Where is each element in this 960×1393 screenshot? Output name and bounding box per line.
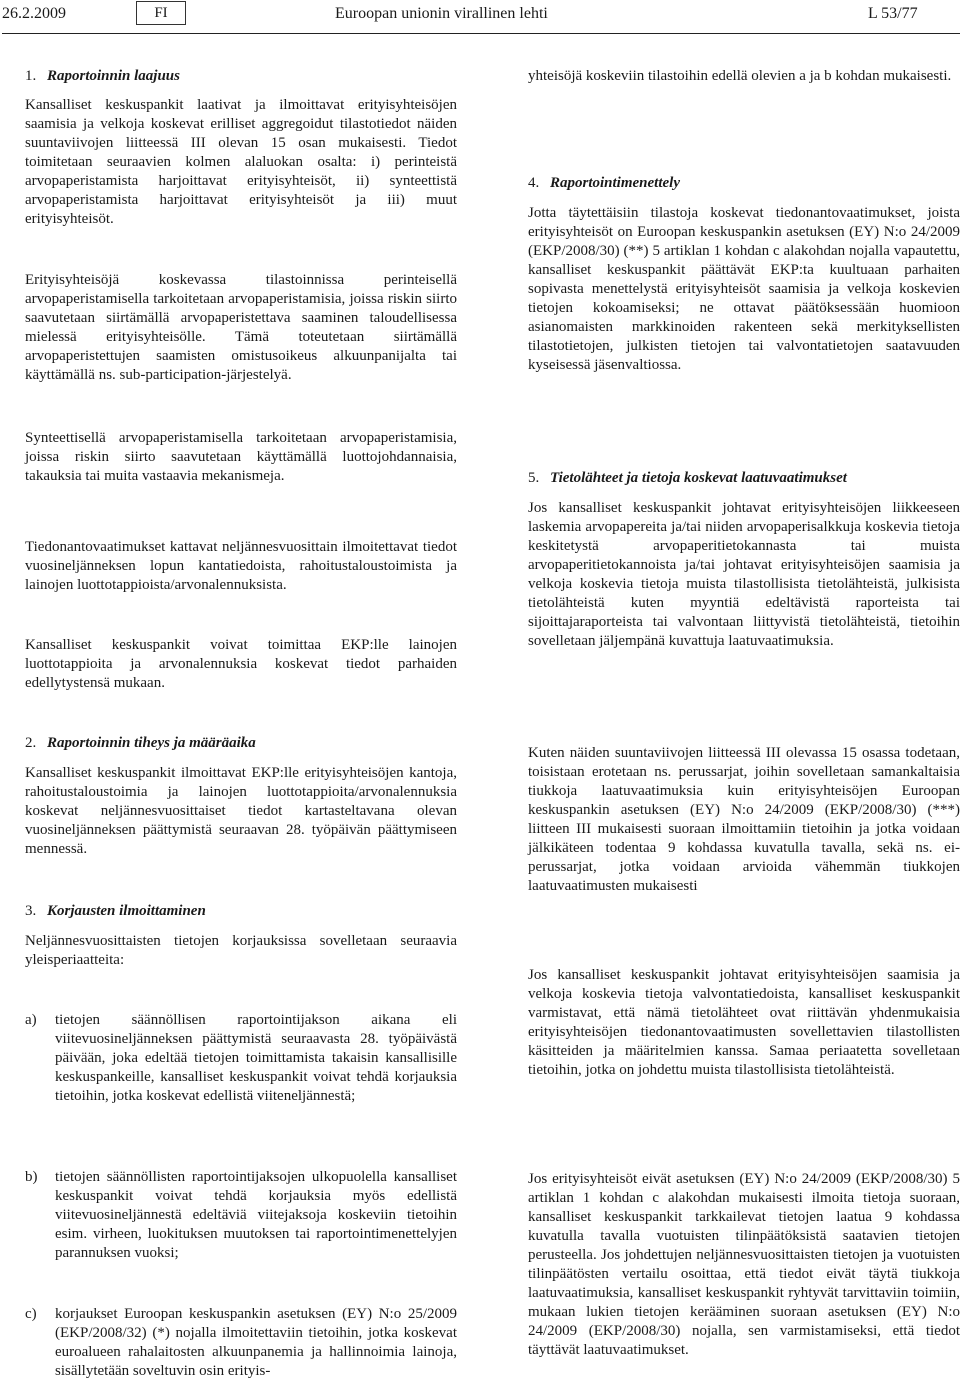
section-heading bbox=[25, 902, 457, 921]
paragraph: yhteisöjä koskeviin tilastoihin edellä olevien a ja b kohdan mukaisesti. bbox=[528, 68, 952, 84]
paragraph: Jos erityisyhteisöt eivät asetuksen (EY) N:o 24/2009 (EKP/2008/30) 5 artiklan 1 kohdan c alakohdan mukaisesti ilmoita tietoja suoraan, kansalliset keskuspankit tarkkailevat tietojen laatua 9 kohdassa kuvatulla tavalla vuotuisten tilinpäätöksistä saatavien tietojen perusteella. Jos johdettujen neljännesvuosittaisten tietojen ja vuotuisten tilinpäätösten vertailu osoittaa, että tiedot eivät täytä tiukkoja laatuvaatimuksia, kansalliset keskuspankit ryhtyvät tarvittaviin toimiin, mukaan lukien tietojen kerääminen suoraan asetuksen (EY) N:o 24/2009 (EKP/2008/30) nojalla, sen varmistamiseksi, että tiedot täyttävät laatuvaatimukset. bbox=[528, 1171, 960, 1358]
language-badge: FI bbox=[136, 1, 186, 25]
list-item bbox=[25, 1011, 457, 1106]
header-rule bbox=[2, 33, 960, 34]
section-number: 5. bbox=[528, 470, 540, 486]
section-number: 3. bbox=[25, 903, 37, 919]
section-heading bbox=[25, 734, 457, 753]
section-heading bbox=[528, 469, 960, 488]
paragraph: Jotta täytettäisiin tilastoja koskevat tiedonantovaatimukset, joista erityisyhteisöt on Euroopan keskuspankin asetuksen (EY) N:o 24/2009 (EKP/2008/30) (**) 5 artiklan 1 kohdan c alakohdan nojalla vapautettu, kansalliset keskuspankit päättävät EKP:ta kuultuaan parhaiten sopivasta menettelystä erityisyhteisöt saamisia ja velkoja koskevien tietojen kokoamiseksi; ne ottavat päätöksessään huomioon asianomaisten markkinoiden rakenteen sekä merkityksellisten tilastotietojen, julkisten tietojen tai valvontatietojen saatavuuden kyseisessä jäsenvaltiossa. bbox=[528, 205, 960, 373]
list-item bbox=[25, 1168, 457, 1263]
paragraph: Kansalliset keskuspankit voivat toimittaa EKP:lle lainojen luottotappioita ja arvonalennuksia koskevat tiedot parhaiden edellytystensä mukaan. bbox=[25, 637, 457, 691]
section-heading bbox=[528, 174, 960, 193]
paragraph: Synteettisellä arvopaperistamisella tarkoitetaan arvopaperistamisia, joissa riskin siirto saavutetaan käyttämällä luottojohdannaisia, takauksia tai muita vastaavia mekanismeja. bbox=[25, 430, 457, 484]
section-1 bbox=[25, 67, 457, 86]
header-date: 26.2.2009 bbox=[2, 5, 66, 22]
list-item-label: b) bbox=[25, 1169, 38, 1185]
section-title: Raportointimenettely bbox=[550, 175, 680, 191]
paragraph: Neljännesvuosittaisten tietojen korjauksissa sovelletaan seuraavia yleisperiaatteita: bbox=[25, 933, 457, 968]
list-item-text: tietojen säännöllisen raportointijakson aikana eli viitevuosineljänneksen päättymistä seuraavasta 28. työpäivästä päivään, joka edeltää tietojen toimittamista takaisin kansallisille keskuspankeille, kansalliset keskuspankit voivat tehdä korjauksia tietoihin, jotka koskevat edellistä viiteneljännestä; bbox=[55, 1012, 457, 1104]
page-reference: L 53/77 bbox=[868, 5, 918, 22]
section-title: Raportoinnin tiheys ja määräaika bbox=[47, 735, 256, 751]
section-2 bbox=[25, 734, 457, 753]
list-item-text: korjaukset Euroopan keskuspankin asetuksen (EY) N:o 25/2009 (EKP/2008/32) (*) nojalla ilmoitettaviin tietoihin, jotka koskevat euroalueen rahalaitosten alkuunpanemia ja hallinnoimia lainoja, sisällytetään soveltuvin osin erityis- bbox=[55, 1306, 457, 1379]
paragraph: Kansalliset keskuspankit ilmoittavat EKP:lle erityisyhteisöjen kantoja, rahoitustaloustoimia ja lainojen luottotappioita/arvonalennuksia koskevat neljännesvuosittaiset tiedot kartasteltavana olevan vuosineljänneksen päättymistä seuraavan 28. työpäivän päättymiseen mennessä. bbox=[25, 765, 457, 857]
section-3 bbox=[25, 902, 457, 921]
section-title: Korjausten ilmoittaminen bbox=[47, 903, 206, 919]
list-item bbox=[25, 1305, 457, 1381]
section-4 bbox=[528, 174, 960, 193]
section-5 bbox=[528, 469, 960, 488]
paragraph: Erityisyhteisöjä koskevassa tilastoinnissa perinteisellä arvopaperistamisella tarkoitetaan arvopaperistamisia, joissa riskin siirto saavutetaan siirtämällä arvopaperistettava saaminen taloudellisessa mielessä erityisyhteisölle. Tämä toteutetaan siirtämällä arvopaperistettujen saamisten omistusoikeus alkuunpanijalta tai käyttämällä ns. sub-participation-järjestelyä. bbox=[25, 272, 457, 383]
paragraph: Kuten näiden suuntaviivojen liitteessä III olevassa 15 osassa todetaan, toisistaan erotetaan ns. perussarjat, joihin sovelletaan samankaltaisia tiukkoja laatuvaatimuksia kuin erityisyhteisöjen Euroopan keskuspankin asetuksen (EY) N:o 24/2009 (EKP/2008/30) (***) liitteen III mukaisesti suoraan ilmoittamiin tietoihin ja jotka voidaan jälkikäteen todentaa 9 kohdassa kuvatulla tavalla, sekä ns. ei-perussarjat, jotka voidaan arvioida vähemmän tiukkojen laatuvaatimusten mukaisesti bbox=[528, 745, 960, 894]
journal-title: Euroopan unionin virallinen lehti bbox=[335, 5, 548, 22]
section-title: Raportoinnin laajuus bbox=[47, 68, 180, 84]
section-number: 1. bbox=[25, 68, 37, 84]
section-title: Tietolähteet ja tietoja koskevat laatuvaatimukset bbox=[550, 470, 847, 486]
page-header bbox=[0, 0, 960, 34]
list-item-label: c) bbox=[25, 1306, 37, 1322]
paragraph: Kansalliset keskuspankit laativat ja ilmoittavat erityisyhteisöjen saamisia ja velkoja koskevat erilliset aggregoidut tilastotiedot näiden suuntaviivojen liitteessä III olevan 15 osan mukaisesti. Tiedot toimitetaan seuraavien kolmen alaluokan osalta: i) perinteistä arvopaperistamista harjoittavat erityisyhteisöt, ii) synteettistä arvopaperistamista harjoittavat erityisyhteisöt ja iii) muut erityisyhteisöt. bbox=[25, 97, 457, 227]
paragraph: Tiedonantovaatimukset kattavat neljännesvuosittain ilmoitettavat tiedot vuosineljänneksen lopun kantatiedoista, rahoitustaloustoimista ja lainojen luottotappioista/arvonalennuksista. bbox=[25, 539, 457, 593]
section-number: 4. bbox=[528, 175, 540, 191]
section-number: 2. bbox=[25, 735, 37, 751]
section-heading bbox=[25, 67, 457, 86]
list-item-text: tietojen säännöllisten raportointijaksojen ulkopuolella kansalliset keskuspankit voivat tehdä korjauksia myös edellistä viitevuosineljännestä edeltäviä viitejaksoja koskeviin tietoihin esim. virheen, luokituksen muutoksen tai raportointimenettelyjen parannuksen vuoksi; bbox=[55, 1169, 457, 1261]
paragraph: Jos kansalliset keskuspankit johtavat erityisyhteisöjen liikkeeseen laskemia arvopapereita ja/tai niiden arvopaperisalkkuja koskevia tietoja keskitetystä arvopaperitietokannasta tai muista arvopaperitietokannoista ja/tai johtavat erityisyhteisöjen saamisia ja velkoja koskevia tietoja muista tilastollisista tietolähteistä, julkisista tietolähteistä kuten myyntiä edeltävistä raporteista tai sijoittajaraporteista tai valvontaan liittyvistä tietolähteistä, tietoihin sovelletaan jäljempänä kuvattuja laatuvaatimuksia. bbox=[528, 500, 960, 649]
paragraph: Jos kansalliset keskuspankit johtavat erityisyhteisöjen saamisia ja velkoja koskevia tietoja valvontatiedoista, kansalliset keskuspankit varmistavat, että nämä tietolähteet ovat riittävän yhdenmukaisia erityisyhteisöjen tiedonantovaatimusten sovellettavien tilastollisten käsitteiden ja määritelmien kanssa. Samaa periaatetta sovelletaan tietoihin, jotka on johdettu muista tilastollisista tietolähteistä. bbox=[528, 967, 960, 1078]
list-item-label: a) bbox=[25, 1012, 37, 1028]
